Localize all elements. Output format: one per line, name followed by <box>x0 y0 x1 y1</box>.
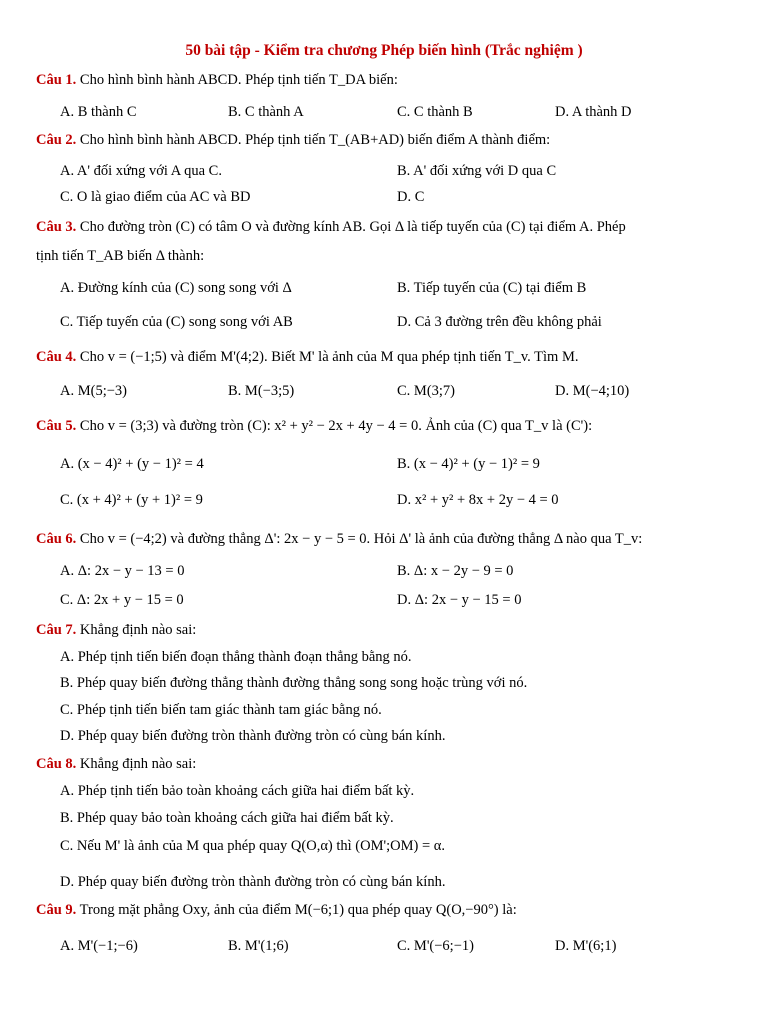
option-a: A. Phép tịnh tiến biến đoạn thẳng thành đoạn thẳng bằng nó. <box>60 649 412 665</box>
option-a: A. Phép tịnh tiến bảo toàn khoảng cách giữa hai điểm bất kỳ. <box>60 783 415 799</box>
option-d: D. Phép quay biến đường tròn thành đường tròn có cùng bán kính. <box>60 874 446 890</box>
question-label: Câu 8. <box>36 756 77 772</box>
question-2 <box>36 130 748 150</box>
option-b: B. Phép quay biến đường thẳng thành đường thẳng song song hoặc trùng với nó. <box>60 675 528 691</box>
option-d: D. Δ: 2x − y − 15 = 0 <box>397 592 522 608</box>
question-3-continued: tịnh tiến T_AB biến Δ thành: <box>36 248 205 264</box>
question-8 <box>36 754 748 774</box>
question-text: Cho hình bình hành ABCD. Phép tịnh tiến T_DA biến: <box>76 72 398 88</box>
option-c: C. Phép tịnh tiến biến tam giác thành tam giác bằng nó. <box>60 702 382 718</box>
option-d: D. C <box>397 189 425 205</box>
option-c: C. Nếu M' là ảnh của M qua phép quay Q(O,α) thì (OM';OM) = α. <box>60 838 445 854</box>
option-a: A. Đường kính của (C) song song với Δ <box>60 280 292 296</box>
question-7 <box>36 620 748 640</box>
question-3 <box>36 217 748 237</box>
question-text: Trong mặt phẳng Oxy, ảnh của điểm M(−6;1) qua phép quay Q(O,−90°) là: <box>76 902 517 918</box>
option-c: C. M(3;7) <box>397 383 455 399</box>
question-label: Câu 2. <box>36 132 77 148</box>
option-d: D. M(−4;10) <box>555 383 630 399</box>
option-d: D. Cả 3 đường trên đều không phải <box>397 314 602 330</box>
option-a: A. B thành C <box>60 104 137 120</box>
question-text: Cho đường tròn (C) có tâm O và đường kính AB. Gọi Δ là tiếp tuyến của (C) tại điểm A. Phép <box>76 219 626 235</box>
option-b: B. Phép quay bảo toàn khoảng cách giữa hai điểm bất kỳ. <box>60 810 394 826</box>
question-label: Câu 9. <box>36 902 77 918</box>
option-c: C. M'(−6;−1) <box>397 938 474 954</box>
question-text: Khẳng định nào sai: <box>76 622 197 638</box>
question-9 <box>36 900 748 920</box>
option-a: A. M(5;−3) <box>60 383 127 399</box>
question-5 <box>36 416 748 436</box>
option-c: C. Δ: 2x + y − 15 = 0 <box>60 592 184 608</box>
option-a: A. Δ: 2x − y − 13 = 0 <box>60 563 185 579</box>
option-a: A. (x − 4)² + (y − 1)² = 4 <box>60 456 204 472</box>
question-6 <box>36 529 748 549</box>
option-b: B. C thành A <box>228 104 304 120</box>
question-label: Câu 4. <box>36 349 77 365</box>
option-b: B. A' đối xứng với D qua C <box>397 163 557 179</box>
option-c: C. C thành B <box>397 104 473 120</box>
option-b: B. Tiếp tuyến của (C) tại điểm B <box>397 280 587 296</box>
option-d: D. A thành D <box>555 104 632 120</box>
question-text: Khẳng định nào sai: <box>76 756 197 772</box>
option-c: C. (x + 4)² + (y + 1)² = 9 <box>60 492 203 508</box>
question-text: Cho v = (−1;5) và điểm M'(4;2). Biết M' là ảnh của M qua phép tịnh tiến T_v. Tìm M. <box>76 349 579 365</box>
question-label: Câu 1. <box>36 72 77 88</box>
question-label: Câu 6. <box>36 531 77 547</box>
option-a: A. A' đối xứng với A qua C. <box>60 163 222 179</box>
option-b: B. (x − 4)² + (y − 1)² = 9 <box>397 456 540 472</box>
option-b: B. M(−3;5) <box>228 383 295 399</box>
question-text: Cho hình bình hành ABCD. Phép tịnh tiến T_(AB+AD) biến điểm A thành điểm: <box>76 132 551 148</box>
question-4 <box>36 347 748 367</box>
question-label: Câu 5. <box>36 418 77 434</box>
option-b: B. Δ: x − 2y − 9 = 0 <box>397 563 514 579</box>
option-d: D. x² + y² + 8x + 2y − 4 = 0 <box>397 492 559 508</box>
question-label: Câu 3. <box>36 219 77 235</box>
question-text: Cho v = (−4;2) và đường thẳng Δ': 2x − y − 5 = 0. Hỏi Δ' là ảnh của đường thẳng Δ nào qua T_v: <box>76 531 643 547</box>
option-a: A. M'(−1;−6) <box>60 938 138 954</box>
option-c: C. Tiếp tuyến của (C) song song với AB <box>60 314 293 330</box>
option-b: B. M'(1;6) <box>228 938 289 954</box>
question-text: Cho v = (3;3) và đường tròn (C): x² + y² − 2x + 4y − 4 = 0. Ảnh của (C) qua T_v là (C'): <box>76 418 593 434</box>
option-d: D. Phép quay biến đường tròn thành đường tròn có cùng bán kính. <box>60 728 446 744</box>
option-d: D. M'(6;1) <box>555 938 617 954</box>
option-c: C. O là giao điểm của AC và BD <box>60 189 251 205</box>
question-1 <box>36 70 748 90</box>
page-title: 50 bài tập - Kiểm tra chương Phép biến hình (Trắc nghiệm ) <box>185 42 583 59</box>
question-label: Câu 7. <box>36 622 77 638</box>
